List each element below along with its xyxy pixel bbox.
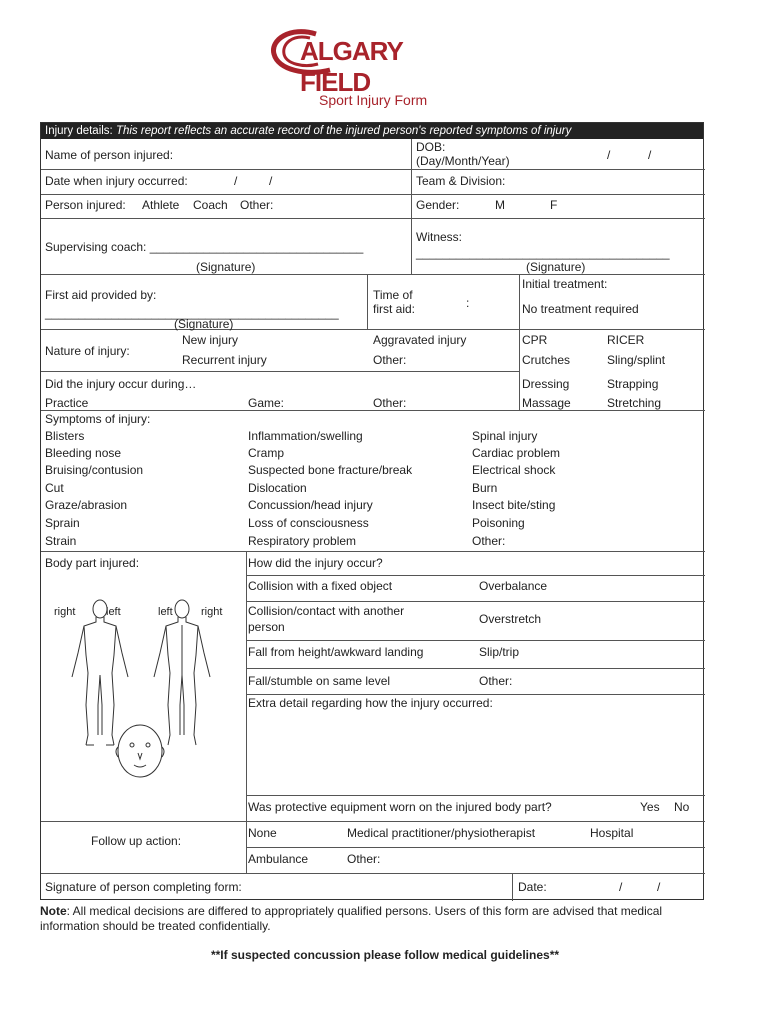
symptom-item[interactable]: Suspected bone fracture/break — [248, 463, 413, 477]
no-treatment-option[interactable]: No treatment required — [522, 302, 639, 316]
first-aid-label: First aid provided by: — [45, 288, 157, 302]
symptom-item[interactable]: Graze/abrasion — [45, 498, 128, 512]
coach-signature-label: (Signature) — [196, 260, 256, 274]
cpr-option[interactable]: CPR — [522, 333, 548, 347]
front-left-label: left — [106, 606, 121, 618]
date-slash-2: / — [269, 174, 273, 188]
symptom-item[interactable]: Cramp — [248, 446, 285, 460]
witness-line: ______________________________________ — [416, 246, 670, 260]
followup-medical[interactable]: Medical practitioner/physiotherapist — [347, 826, 536, 840]
new-injury-option[interactable]: New injury — [182, 333, 239, 347]
first-aid-line: ____________________________________________ — [45, 306, 339, 320]
concussion-footer: **If suspected concussion please follow medical guidelines** — [210, 948, 560, 962]
dressing-option[interactable]: Dressing — [522, 377, 570, 391]
crutches-option[interactable]: Crutches — [522, 353, 571, 367]
initial-treatment-label: Initial treatment: — [522, 277, 608, 291]
followup-none[interactable]: None — [248, 826, 277, 840]
section-header: Injury details: This report reflects an accurate record of the injured person's reported symptoms of injury — [41, 123, 703, 139]
form-title: Sport Injury Form — [319, 92, 428, 108]
first-aid-signature-label: (Signature) — [174, 317, 234, 331]
followup-hospital[interactable]: Hospital — [590, 826, 634, 840]
signature-completing-label: Signature of person completing form: — [45, 880, 242, 894]
fall-level-option[interactable]: Fall/stumble on same level — [248, 674, 391, 688]
protective-question: Was protective equipment worn on the injured body part? — [248, 800, 552, 814]
body-part-label: Body part injured: — [45, 556, 140, 570]
symptom-item[interactable]: Spinal injury — [472, 429, 538, 443]
ricer-option[interactable]: RICER — [607, 333, 645, 347]
symptom-item[interactable]: Concussion/head injury — [248, 498, 373, 512]
symptom-item[interactable]: Bleeding nose — [45, 446, 122, 460]
symptom-item[interactable]: Respiratory problem — [248, 534, 357, 548]
name-label: Name of person injured: — [45, 148, 174, 162]
slip-trip-option[interactable]: Slip/trip — [479, 645, 520, 659]
collision-contact-option[interactable]: Collision/contact with another — [248, 604, 405, 618]
body-diagram-icon[interactable] — [50, 595, 230, 795]
nature-label: Nature of injury: — [45, 344, 130, 358]
symptom-item[interactable]: Strain — [45, 534, 77, 548]
symptom-item[interactable]: Cut — [45, 481, 64, 495]
symptom-item[interactable]: Bruising/contusion — [45, 463, 144, 477]
gender-label: Gender: — [416, 198, 460, 212]
overstretch-option[interactable]: Overstretch — [479, 612, 542, 626]
first-aid-time-label: first aid: — [373, 302, 416, 316]
dob-slash-1: / — [607, 148, 611, 162]
dob-label: DOB: — [416, 140, 446, 154]
gender-female[interactable]: F — [550, 198, 558, 212]
symptom-item[interactable]: Loss of consciousness — [248, 516, 369, 530]
protective-no[interactable]: No — [674, 800, 690, 814]
symptom-item[interactable]: Sprain — [45, 516, 80, 530]
symptom-item[interactable]: Dislocation — [248, 481, 307, 495]
game-option[interactable]: Game: — [248, 396, 285, 410]
witness-signature-label: (Signature) — [526, 260, 586, 274]
logo-text: ALGARY FIELD — [300, 36, 403, 97]
follow-up-label: Follow up action: — [91, 834, 182, 848]
back-right-label: right — [201, 606, 223, 618]
symptom-item[interactable]: Electrical shock — [472, 463, 556, 477]
extra-detail-label: Extra detail regarding how the injury occurred: — [248, 696, 493, 710]
fall-height-option[interactable]: Fall from height/awkward landing — [248, 645, 424, 659]
date-label: Date: — [518, 880, 547, 894]
time-of-label: Time of — [373, 288, 413, 302]
collision-fixed-option[interactable]: Collision with a fixed object — [248, 579, 393, 593]
other-option[interactable]: Other: — [240, 198, 274, 212]
back-left-label: left — [158, 606, 173, 618]
gender-male[interactable]: M — [495, 198, 505, 212]
collision-contact-option-2[interactable]: person — [248, 620, 285, 634]
practice-option[interactable]: Practice — [45, 396, 89, 410]
team-label: Team & Division: — [416, 174, 506, 188]
sling-option[interactable]: Sling/splint — [607, 353, 666, 367]
note-text: Note: All medical decisions are differed to appropriately qualified persons. Users of this form are advised that medical information should be treated confidentially. — [40, 904, 663, 933]
symptom-item[interactable]: Blisters — [45, 429, 85, 443]
followup-ambulance[interactable]: Ambulance — [248, 852, 309, 866]
how-question: How did the injury occur? — [248, 556, 383, 570]
date-slash-1: / — [234, 174, 238, 188]
front-right-label: right — [54, 606, 76, 618]
aggravated-option[interactable]: Aggravated injury — [373, 333, 467, 347]
occur-other-option[interactable]: Other: — [373, 396, 407, 410]
followup-other[interactable]: Other: — [347, 852, 381, 866]
nature-other-option[interactable]: Other: — [373, 353, 407, 367]
date-slash-a: / — [619, 880, 623, 894]
protective-yes[interactable]: Yes — [640, 800, 660, 814]
massage-option[interactable]: Massage — [522, 396, 571, 410]
symptom-item[interactable]: Other: — [472, 534, 506, 548]
time-colon: : — [466, 296, 470, 310]
stretching-option[interactable]: Stretching — [607, 396, 662, 410]
how-other-option[interactable]: Other: — [479, 674, 513, 688]
coach-option[interactable]: Coach — [193, 198, 228, 212]
date-injury-label: Date when injury occurred: — [45, 174, 188, 188]
did-occur-label: Did the injury occur during… — [45, 377, 197, 391]
calgary-field-logo — [270, 26, 475, 97]
symptom-item[interactable]: Poisoning — [472, 516, 525, 530]
symptom-item[interactable]: Cardiac problem — [472, 446, 561, 460]
date-slash-b: / — [657, 880, 661, 894]
symptoms-label: Symptoms of injury: — [45, 412, 151, 426]
supervising-coach-label: Supervising coach: ________________________________ — [45, 240, 364, 254]
symptom-item[interactable]: Inflammation/swelling — [248, 429, 363, 443]
dob-slash-2: / — [648, 148, 652, 162]
dob-format: (Day/Month/Year) — [416, 154, 510, 168]
overbalance-option[interactable]: Overbalance — [479, 579, 548, 593]
person-injured-label: Person injured: — [45, 198, 126, 212]
symptom-item[interactable]: Insect bite/sting — [472, 498, 556, 512]
strapping-option[interactable]: Strapping — [607, 377, 659, 391]
witness-label: Witness: — [416, 230, 463, 244]
recurrent-option[interactable]: Recurrent injury — [182, 353, 267, 367]
symptom-item[interactable]: Burn — [472, 481, 498, 495]
athlete-option[interactable]: Athlete — [142, 198, 180, 212]
